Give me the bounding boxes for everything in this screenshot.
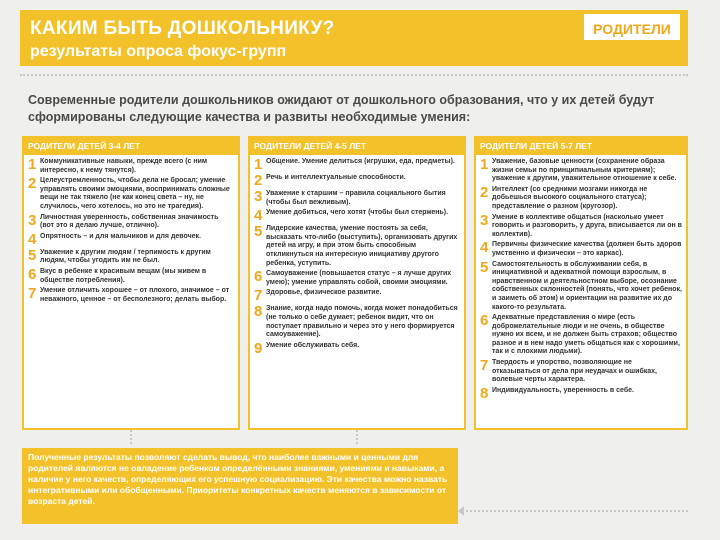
list-item xyxy=(28,230,234,248)
connector-line xyxy=(356,430,358,444)
list-item xyxy=(480,211,682,240)
item-number: 2 xyxy=(254,172,263,189)
item-number: 3 xyxy=(254,188,263,205)
item-number: 3 xyxy=(28,211,37,229)
list-item xyxy=(480,314,682,357)
page-subtitle: результаты опроса фокус-групп xyxy=(30,43,287,60)
column-ages-4-5 xyxy=(248,136,466,430)
item-text: Речь и интеллектуальные способности. xyxy=(266,174,406,181)
column-heading: РОДИТЕЛИ ДЕТЕЙ 4-5 ЛЕТ xyxy=(250,138,464,155)
column-heading: РОДИТЕЛИ ДЕТЕЙ 5-7 ЛЕТ xyxy=(476,138,686,155)
item-number: 4 xyxy=(254,207,263,225)
list-item xyxy=(480,359,682,385)
list-item xyxy=(28,287,234,304)
item-text: Общение. Умение делиться (игрушки, еда, предметы). xyxy=(266,158,455,165)
list-item xyxy=(480,384,682,402)
item-text: Личностная уверенность, собственная значимость (вот это я делаю лучше, отлично). xyxy=(40,213,219,230)
list-item xyxy=(254,158,460,172)
item-number: 1 xyxy=(28,156,37,173)
list-item xyxy=(254,289,460,303)
item-text: Здоровье, физическое развитие. xyxy=(266,289,382,297)
list-item xyxy=(254,174,460,188)
item-number: 2 xyxy=(480,183,489,201)
item-text: Лидерские качества, умение постоять за себя, высказать что-либо (выступить), организовать других детей на игру, и при этом быть способным откликнуться на интересную инициативу другого ребенка, уступить. xyxy=(266,225,458,267)
item-number: 7 xyxy=(254,287,263,305)
item-number: 2 xyxy=(28,175,37,193)
item-number: 6 xyxy=(480,312,489,330)
list-item xyxy=(28,265,234,285)
list-item xyxy=(28,177,234,211)
item-number: 9 xyxy=(254,339,263,357)
item-number: 7 xyxy=(480,357,489,375)
list-item xyxy=(480,241,682,258)
item-text: Умение добиться, чего хотят (чтобы был стержень). xyxy=(266,209,449,217)
list-item xyxy=(480,158,682,184)
item-text: Уважение к другим людям / терпимость к другим людям, чтобы угодить им не был. xyxy=(40,248,211,265)
item-text: Самоуважение (повышается статус – я лучше других умею); умение управлять собой, своими эмоциями. xyxy=(266,270,452,286)
list-item xyxy=(254,225,460,268)
item-text: Коммуникативные навыки, прежде всего (с ним интересно, к нему тянутся). xyxy=(40,158,208,174)
item-number: 3 xyxy=(480,211,489,229)
list-item xyxy=(28,211,234,231)
item-number: 8 xyxy=(480,384,489,402)
item-number: 8 xyxy=(254,303,263,321)
item-text: Уважение к старшим – правила социального бытия (чтобы был вежливым). xyxy=(266,190,446,206)
list-item xyxy=(254,190,460,207)
header-divider xyxy=(20,74,688,76)
item-number: 4 xyxy=(28,230,37,248)
item-number: 4 xyxy=(480,239,489,257)
item-number: 6 xyxy=(28,265,37,283)
list-item xyxy=(480,258,683,313)
column-items xyxy=(476,155,686,401)
header-banner xyxy=(20,10,688,66)
item-text: Индивидуальность, уверенность в себе. xyxy=(492,386,634,394)
list-item xyxy=(28,158,234,175)
item-text: Твердость и упорство, позволяющие не отказываться от дела при неудачах и ошибках, волевые черты характера. xyxy=(492,359,657,384)
item-text: Уважение, базовые ценности (сохранение образа жизни семьи по принципиальным критериям); уважение к другим, уважительное отношение к себе. xyxy=(492,158,677,183)
item-text: Умение обслуживать себя. xyxy=(266,341,360,349)
column-items xyxy=(250,155,464,356)
column-ages-5-7 xyxy=(474,136,688,430)
item-text: Интеллект (со средними мозгами никогда не добьешься высокого социального статуса); представление о разном (кругозор). xyxy=(492,185,648,210)
item-text: Целеустремленность, чтобы дела не бросал; умение управлять своими эмоциями, воспринимать сложные вещи не так тяжело (не как конец света – ну, не случилось, чего хотелось, но это не трагедия). xyxy=(40,177,230,210)
conclusion-box: Полученные результаты позволяют сделать вывод, что наиболее важными и ценными для родителей являются не овладение ребенком определёнными знаниями, умениями и навыками, а наличие у него качеств, определяющих его успешную социализацию. Эти качества можно назвать интегративными или обобщенными. Приоритеты конкретных качеств меняются в зависимости от возраста детей. xyxy=(22,448,458,524)
item-text: Умение отличить хорошее – от плохого, значимое – от неважного, ценное – от бесполезного; делать выбор. xyxy=(40,287,230,303)
item-number: 5 xyxy=(480,258,489,276)
item-number: 5 xyxy=(28,246,37,264)
item-text: Самостоятельность в обслуживании себя, в инициативной и адекватной помощи взрослым, в нравственном и деятельностном выборе, осознание собственных склонностей (понять, что хочет ребенок, и заиметь об этом) и ориентации на развитие их до какого-то результата. xyxy=(492,260,683,311)
list-item xyxy=(254,270,460,287)
item-text: Знание, когда надо помочь, когда может понадобиться (не только о себе думает; ребенок видит, что он поступает правильно и через это у него формируется самоуважение). xyxy=(266,305,458,339)
item-text: Первичны физические качества (должен быть здоров умственно и физически – это каркас). xyxy=(492,241,682,257)
item-number: 5 xyxy=(254,223,263,241)
list-item xyxy=(480,183,682,212)
connector-line xyxy=(130,430,132,444)
item-text: Адекватные представления о мире (есть доброжелательные люди и не очень, в обществе нужно их всем, и не должен быть страхов; общество разное и в нем надо уметь общаться как с хорошими, так и с плохими людьми). xyxy=(492,314,680,356)
item-number: 1 xyxy=(480,156,489,173)
item-number: 6 xyxy=(254,268,263,286)
list-item xyxy=(254,209,460,223)
column-items xyxy=(24,155,238,304)
item-number: 1 xyxy=(254,156,263,173)
column-ages-3-4 xyxy=(22,136,240,430)
item-text: Умение в коллективе общаться (насколько умеет говорить и разговорить, у друга, вписывается ли он в коллектив). xyxy=(492,213,682,238)
page-title: КАКИМ БЫТЬ ДОШКОЛЬНИКУ? xyxy=(30,18,335,39)
column-heading: РОДИТЕЛИ ДЕТЕЙ 3-4 ЛЕТ xyxy=(24,138,238,155)
list-item xyxy=(254,305,460,339)
list-item xyxy=(28,246,234,266)
arrow-left-icon xyxy=(458,506,464,516)
list-item xyxy=(254,339,460,357)
audience-tag: РОДИТЕЛИ xyxy=(582,12,682,42)
item-number: 7 xyxy=(28,285,37,303)
intro-text: Современные родители дошкольников ожидают от дошкольного образования, что у их детей будут сформированы следующие качества и развиты необходимые умения: xyxy=(28,93,655,124)
item-text: Опрятность – и для мальчиков и для девочек. xyxy=(40,232,201,240)
item-text: Вкус в ребенке к красивым вещам (мы живем в обществе потребления). xyxy=(40,267,207,284)
connector-line xyxy=(462,510,688,512)
